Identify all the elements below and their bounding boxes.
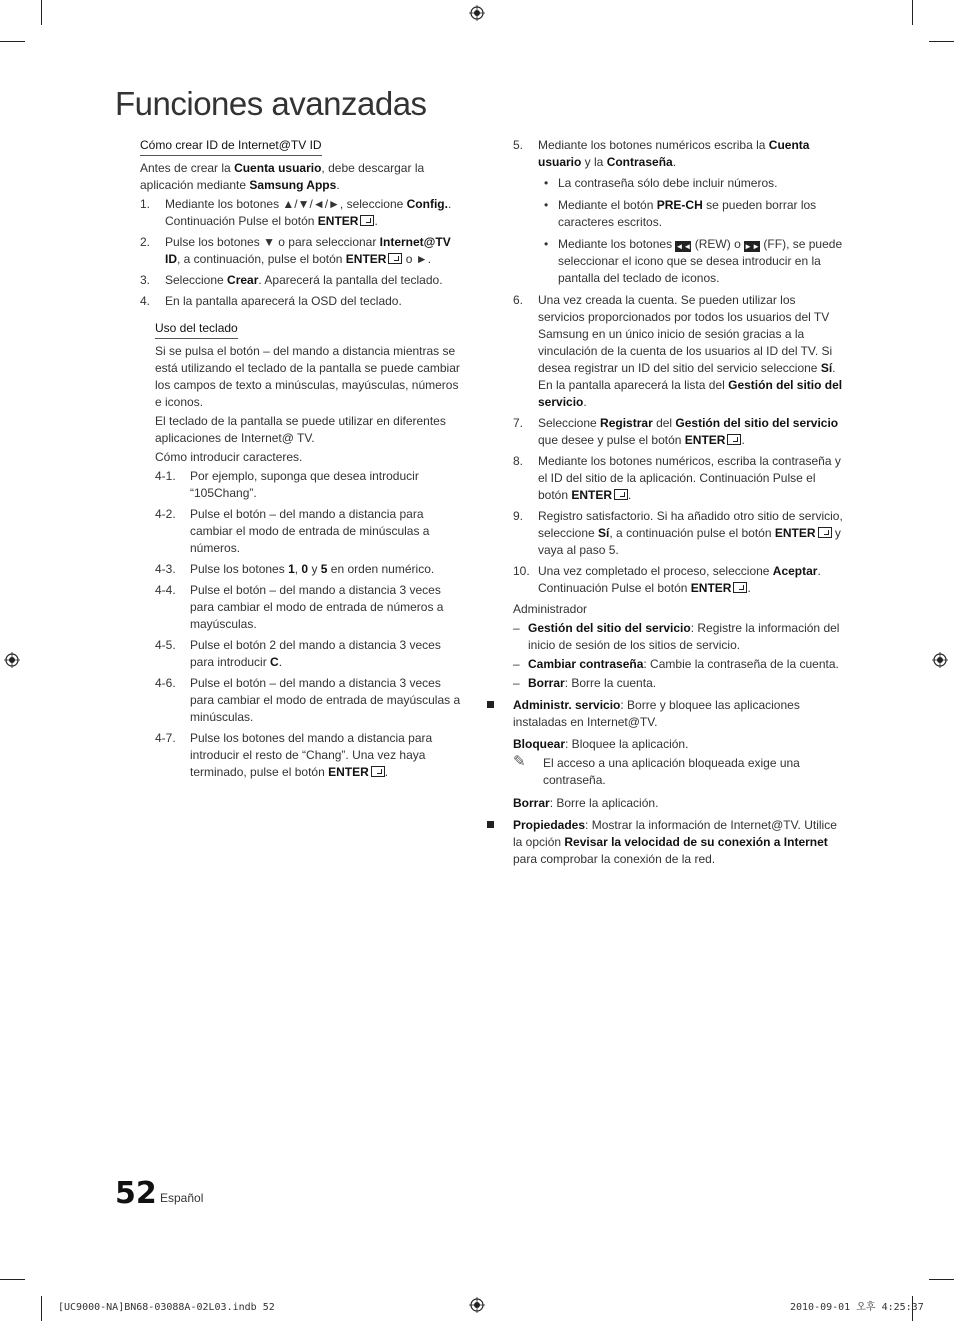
section-heading-keyboard: Uso del teclado xyxy=(155,320,238,339)
step-4: 4. En la pantalla aparecerá la OSD del teclado. xyxy=(140,294,402,308)
step-3: 3. Seleccione Crear. Aparecerá la pantalla del teclado. xyxy=(140,273,443,287)
keyboard-paragraph: Cómo introducir caracteres. xyxy=(155,450,303,464)
crop-mark xyxy=(0,1279,25,1280)
enter-icon xyxy=(818,527,832,538)
print-timestamp: 2010-09-01 오후 4:25:37 xyxy=(790,1302,924,1313)
crop-mark xyxy=(929,41,954,42)
fast-forward-icon: ►► xyxy=(744,242,761,251)
rewind-icon: ◄◄ xyxy=(675,242,692,251)
dash-item: – Borrar: Borre la cuenta. xyxy=(513,676,657,690)
enter-icon xyxy=(614,489,628,500)
step-2: 2. Pulse los botones ▼ o para seleccionar Internet@TV ID, a continuación, pulse el botón ENTER o ►. xyxy=(140,235,451,266)
square-bullet-item: Administr. servicio: Borre y bloquee las aplicaciones instaladas en Internet@TV. xyxy=(513,697,843,731)
crop-mark xyxy=(41,1296,42,1321)
crop-mark xyxy=(929,1279,954,1280)
registration-mark-icon xyxy=(932,652,948,668)
keyboard-section xyxy=(155,314,462,781)
registration-mark-icon xyxy=(469,5,485,21)
square-bullet-icon xyxy=(487,821,494,828)
note: ✎ El acceso a una aplicación bloqueada exige una contraseña. xyxy=(513,753,800,787)
step-7: 7. Seleccione Registrar del Gestión del sitio del servicio que desee y pulse el botón ENTER . xyxy=(513,416,839,447)
step-1: 1. Mediante los botones ▲/▼/◄/►, seleccione Config.. Continuación Pulse el botón ENTER . xyxy=(140,197,452,228)
file-info: [UC9000-NA]BN68-03088A-02L03.indb 52 xyxy=(58,1302,275,1313)
step-9: 9. Registro satisfactorio. Si ha añadido otro sitio de servicio, seleccione Sí, a continuación pulse el botón ENTER y vaya al paso 5. xyxy=(513,509,843,557)
page-title: Funciones avanzadas xyxy=(115,85,427,122)
step-6: 6. Una vez creada la cuenta. Se pueden utilizar los servicios proporcionados por todos los usuarios del TV Samsung en un único inicio de sesión gracias a la vinculación de la cuenta de los usuarios al ID del TV. Si desea registrar un ID del sitio del servicio seleccione Sí. En la pantalla aparecerá la lista del Gestión del sitio del servicio. xyxy=(513,293,843,409)
dash-item: – Cambiar contraseña: Cambie la contraseña de la cuenta. xyxy=(513,657,839,671)
square-bullet-icon xyxy=(487,701,494,708)
crop-mark xyxy=(0,41,25,42)
page-number: 52 xyxy=(115,1176,157,1211)
bullet-item: • Mediante el botón PRE-CH se pueden borrar los caracteres escritos. xyxy=(544,198,817,229)
step-5: 5. Mediante los botones numéricos escriba la Cuenta usuario y la Contraseña. xyxy=(513,138,810,169)
enter-icon xyxy=(388,253,402,264)
substep-4-4: 4-4. Pulse el botón – del mando a distancia 3 veces para cambiar el modo de entrada de números a mayúsculas. xyxy=(155,583,444,631)
admin-heading: Administrador xyxy=(513,602,588,616)
registration-mark-icon xyxy=(469,1297,485,1313)
pencil-note-icon: ✎ xyxy=(513,753,526,770)
substep-4-3: 4-3. Pulse los botones 1, 0 y 5 en orden numérico. xyxy=(155,562,435,576)
language-label: Español xyxy=(160,1191,204,1205)
substep-4-2: 4-2. Pulse el botón – del mando a distancia para cambiar el modo de entrada de minúsculas a números. xyxy=(155,507,430,555)
bullet-item: • Mediante los botones ◄◄ (REW) o ►► (FF), se puede seleccionar el icono que se desea introducir en la pantalla del teclado de iconos. xyxy=(544,237,843,285)
delete-description: Borrar: Borre la aplicación. xyxy=(513,796,659,810)
intro-paragraph: Antes de crear la Cuenta usuario, debe descargar la aplicación mediante Samsung Apps. xyxy=(140,161,425,192)
bullet-item: • La contraseña sólo debe incluir números. xyxy=(544,176,778,190)
enter-icon xyxy=(360,215,374,226)
registration-mark-icon xyxy=(4,652,20,668)
enter-icon xyxy=(371,766,385,777)
lock-description: Bloquear: Bloquee la aplicación. xyxy=(513,737,689,751)
step-8: 8. Mediante los botones numéricos, escriba la contraseña y el ID del sitio de la aplicación. Continuación Pulse el botón ENTER . xyxy=(513,454,841,502)
square-bullet-item: Propiedades: Mostrar la información de Internet@TV. Utilice la opción Revisar la velocidad de su conexión a Internet para comprobar la conexión de la red. xyxy=(513,817,843,868)
keyboard-paragraph: Si se pulsa el botón – del mando a distancia mientras se está utilizando el teclado de la pantalla se puede cambiar los campos de texto a minúsculas, mayúsculas, números e iconos. xyxy=(155,344,460,409)
right-column xyxy=(513,137,843,872)
substep-4-6: 4-6. Pulse el botón – del mando a distancia 3 veces para cambiar el modo de entrada de mayúsculas a minúsculas. xyxy=(155,676,461,724)
enter-icon xyxy=(733,582,747,593)
keyboard-paragraph: El teclado de la pantalla se puede utilizar en diferentes aplicaciones de Internet@ TV. xyxy=(155,414,446,445)
step-10: 10. Una vez completado el proceso, seleccione Aceptar. Continuación Pulse el botón ENTER . xyxy=(513,564,821,595)
left-column xyxy=(140,137,462,785)
section-heading-create-id: Cómo crear ID de Internet@TV ID xyxy=(140,137,322,156)
enter-icon xyxy=(727,434,741,445)
crop-mark xyxy=(912,0,913,25)
substep-4-1: 4-1. Por ejemplo, suponga que desea introducir “105Chang”. xyxy=(155,469,419,500)
substep-4-7: 4-7. Pulse los botones del mando a distancia para introducir el resto de “Chang”. Una vez haya terminado, pulse el botón ENTER . xyxy=(155,731,433,779)
crop-mark xyxy=(41,0,42,25)
dash-item: – Gestión del sitio del servicio: Registre la información del inicio de sesión de los sitios de servicio. xyxy=(513,621,840,652)
substep-4-5: 4-5. Pulse el botón 2 del mando a distancia 3 veces para introducir C. xyxy=(155,638,441,669)
